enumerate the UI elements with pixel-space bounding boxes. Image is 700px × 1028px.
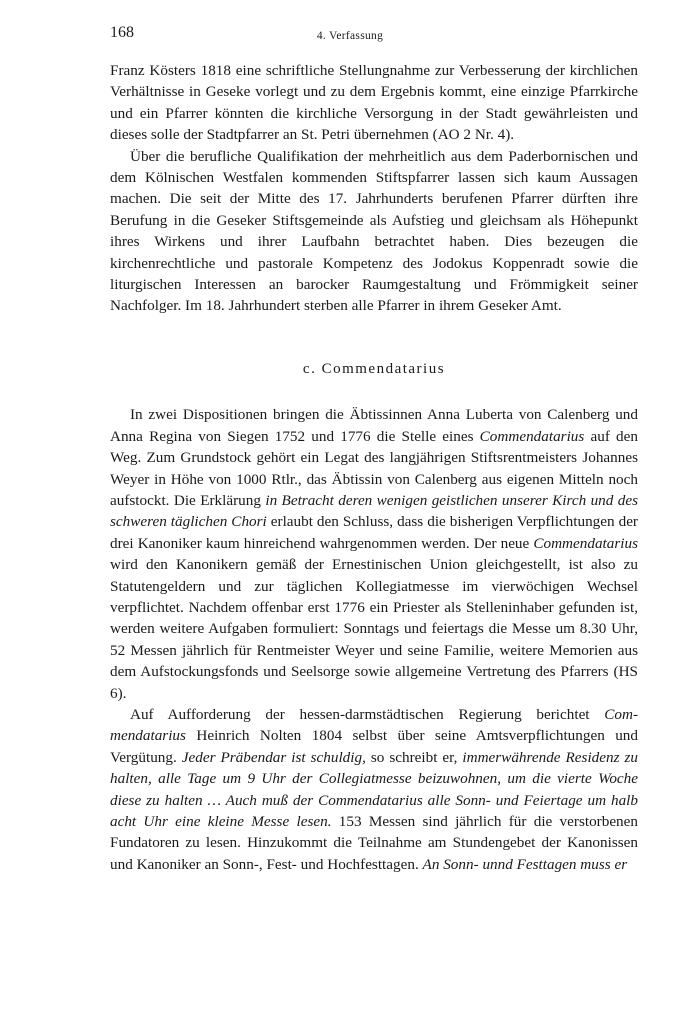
paragraph-3 <box>110 404 638 704</box>
paragraph-4-text-4: 153 Messen sind jährlich für die verstorbenen Fundatoren zu lesen. Hinzukommt die Teilnahme am Stundengebet der Kanonissen und Kanoniker an Sonn-, Fest- und Hochfesttagen. <box>110 813 638 873</box>
paragraph-3-italic-1: Commendatarius <box>479 427 585 445</box>
paragraph-1: Franz Kösters 1818 eine schriftliche Stellungnahme zur Verbesserung der kirchlichen Verhältnisse in Geseke vorlegt und zu dem Ergebnis kommt, eine einzige Pfarrkirche und ein Pfarrer könnten die kirchliche Versorgung in der Stadt gewährleisten und dieses solle der Stadtpfarrer an St. Petri übernehmen (AO 2 Nr. 4). <box>110 62 638 144</box>
paragraph-3-text-3: erlaubt den Schluss, dass die bisherigen Verpflichtungen der drei Kanoniker kaum hinreichend wahrgenommen werden. Der neue <box>110 513 638 552</box>
paragraph-4 <box>110 704 638 875</box>
paragraph-4-italic-4: An Sonn- unnd Festtagen muss er <box>422 855 628 873</box>
paragraph-3-text-1: In zwei Dispositionen bringen die Äbtissinnen Anna Luberta von Calenberg und Anna Regina von Siegen 1752 und 1776 die Stelle eines <box>110 406 638 445</box>
section-heading: c. Commendatarius <box>302 360 446 377</box>
paragraph-3-italic-3: Commendatarius <box>533 534 638 552</box>
paragraph-3-italic-2: in Betracht deren wenigen geistlichen unserer Kirch und des schweren täglichen Chori <box>110 491 638 531</box>
paragraph-4-italic-3: immerwährende Residenz zu halten, alle Tage um 9 Uhr der Collegiatmesse beizuwohnen, um die vierte Woche diese zu halten … Auch muß der Commendatarius alle Sonn- und Feiertage um halb acht Uhr eine kleine Messe lesen. <box>110 748 638 830</box>
paragraph-3-text-2: auf den Weg. Zum Grundstock gehört ein Legat des langjährigen Stiftsrentmeisters Johannes Weyer in Höhe von 1000 Rtlr., das Äbtissin von Calenberg aus eigenen Mitteln noch aufstockt. Die Erklärung <box>110 427 638 509</box>
paragraph-4-text-3: so schreibt er, <box>365 748 463 766</box>
paragraph-4-text-2: Heinrich Nolten 1804 selbst über seine Amtsverpflichtungen und Vergütung. <box>110 727 638 766</box>
paragraph-4-italic-1: Commendatarius <box>110 705 638 745</box>
paragraph-4-text-1: Auf Aufforderung der hessen-darmstädtischen Regierung berichtet <box>130 705 605 723</box>
paragraph-2: Über die berufliche Qualifikation der mehrheitlich aus dem Paderbornischen und dem Kölnischen Westfalen kommenden Stiftspfarrer lassen sich kaum Aussagen machen. Die seit der Mitte des 17. Jahrhunderts berufenen Pfarrer dürften ihre Berufung in die Geseker Stiftsgemeinde als Aufstieg und gleichsam als Höhepunkt ihres Wirkens und ihrer Laufbahn betrachtet haben. Dies bezeugen die kirchenrechtliche und pastorale Kompetenz des Jodokus Koppenradt sowie die liturgischen Interessen an barocker Raumgestaltung und Frömmigkeit seiner Nachfolger. Im 18. Jahrhundert sterben alle Pfarrer in ihrem Geseker Amt. <box>110 147 638 315</box>
body-text <box>110 60 638 875</box>
running-head: 4. Verfassung <box>316 30 384 42</box>
paragraph-3-text-4: wird den Kanonikern gemäß der Ernestinischen Union gleichgestellt, ist also zu Statutengeldern und zur täglichen Kollegiatmesse im vierwöchigen Wechsel verpflichtet. Nachdem offenbar erst 1776 ein Priester als Stelleninhaber gefunden ist, werden weitere Aufgaben formuliert: Sonntags und feiertags die Messe um 8.30 Uhr, 52 Messen jährlich für Rentmeister Weyer und seine Familie, weitere Memorien aus dem Aufstockungsfonds und Seelsorge sowie allgemeine Vertretung des Pfarrers (HS 6). <box>110 556 638 702</box>
page-number: 168 <box>110 24 134 41</box>
paragraph-4-italic-2: Jeder Präbendar ist schuldig, <box>181 748 366 766</box>
